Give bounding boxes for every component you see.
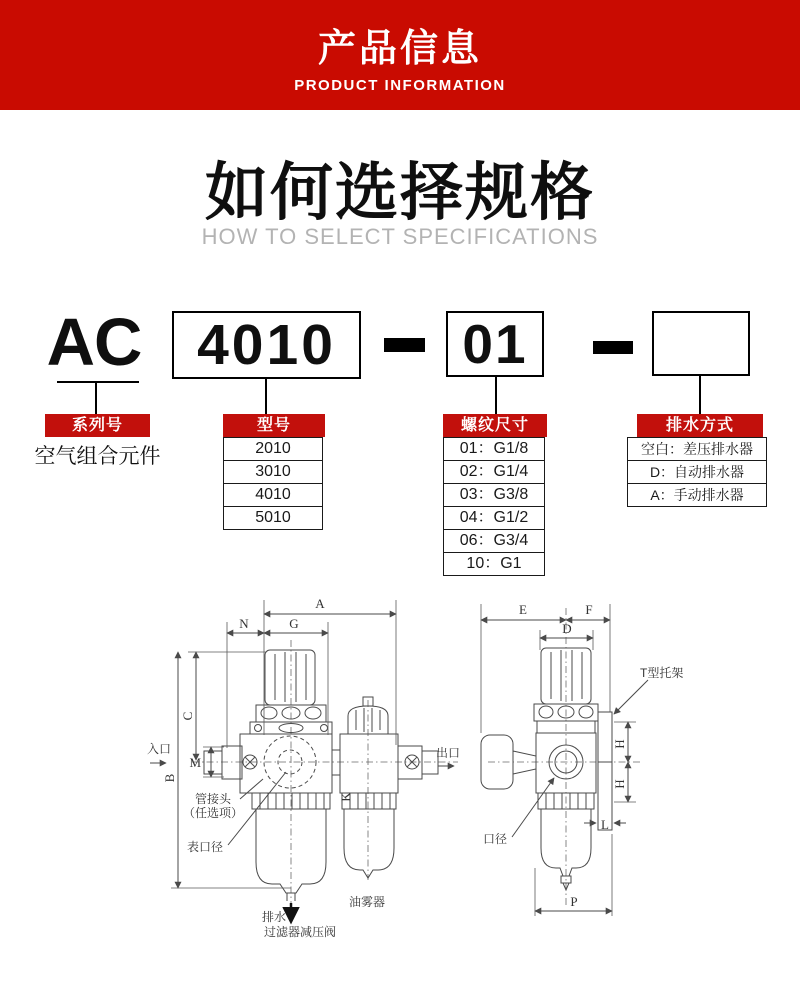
dash-separator (384, 338, 425, 352)
table-row: 10：G1 (443, 552, 545, 576)
page-title: 如何选择规格 (205, 158, 595, 228)
dim-label-h2: H (612, 779, 627, 789)
dimension-drawing (0, 588, 800, 984)
column-header-drain: 排水方式 (637, 414, 763, 437)
column-header-series: 系列号 (45, 414, 150, 437)
model-code-model-box: 4010 (172, 311, 361, 379)
model-code-drain-box (652, 311, 750, 376)
connector-line-series (95, 381, 97, 414)
dim-label-k: K (338, 792, 353, 802)
gauge-port-label: 表口径 (186, 840, 224, 854)
inlet-port-fitting (204, 746, 257, 779)
table-row: 空白：差压排水器 (627, 437, 767, 461)
outlet-port-fitting (398, 746, 438, 779)
dim-label-f: F (585, 602, 593, 617)
regulator-body (240, 734, 332, 793)
dim-label-p: P (570, 894, 578, 909)
table-row: A：手动排水器 (627, 483, 767, 507)
page-subtitle: HOW TO SELECT SPECIFICATIONS (201, 224, 599, 249)
table-row: 5010 (223, 506, 323, 530)
table-row: 01：G1/8 (443, 437, 545, 461)
dim-label-d: D (562, 621, 572, 636)
model-code-series: AC (46, 305, 142, 380)
dim-label-b: B (162, 773, 177, 783)
t-bracket (598, 712, 612, 830)
filter-valve-label: 过滤器减压阀 (264, 925, 337, 939)
bracket-label: T型托架 (640, 666, 684, 680)
thread-size-table (443, 437, 545, 576)
column-header-thread: 螺纹尺寸 (443, 414, 547, 437)
banner-title: 产品信息 (317, 28, 482, 70)
table-row: 02：G1/4 (443, 460, 545, 484)
drain-label: 排水 (261, 910, 286, 924)
table-row: 2010 (223, 437, 323, 461)
fitting-label-line1: 管接头 (194, 792, 232, 806)
port-size-label: 口径 (483, 832, 508, 846)
table-row: 03：G3/8 (443, 483, 545, 507)
model-code-thread-box: 01 (446, 311, 544, 377)
regulator-knob (265, 650, 315, 705)
connector-line-drain (699, 376, 701, 414)
inlet-label: 入口 (147, 742, 172, 756)
dim-label-a: A (315, 596, 325, 611)
outlet-label: 出口 (436, 746, 461, 760)
dim-label-c: C (180, 711, 195, 721)
table-row: 06：G3/4 (443, 529, 545, 553)
table-row: 04：G1/2 (443, 506, 545, 530)
drain-type-table (627, 437, 767, 507)
series-underline (57, 381, 139, 383)
table-row: 3010 (223, 460, 323, 484)
front-view-drawing (147, 596, 460, 939)
dim-label-l: L (601, 817, 609, 832)
table-row: D：自动排水器 (627, 460, 767, 484)
column-header-model: 型号 (223, 414, 325, 437)
lubricator-body (332, 697, 398, 793)
banner-subtitle: PRODUCT INFORMATION (294, 77, 506, 94)
dimension-line-l (584, 817, 626, 832)
dim-label-g: G (289, 616, 299, 631)
table-row: 4010 (223, 483, 323, 507)
lubricator-bowl (342, 793, 396, 878)
banner (0, 0, 800, 110)
dimension-line-p (535, 834, 612, 916)
model-table (223, 437, 323, 530)
connector-line-thread (495, 377, 497, 414)
series-name-value: 空气组合元件 (34, 445, 161, 468)
fitting-label-line2: （任选项） (182, 806, 244, 820)
connector-line-model (265, 379, 267, 414)
dash-separator (593, 341, 633, 354)
dim-label-h1: H (612, 739, 627, 749)
dim-label-e: E (519, 602, 527, 617)
dim-label-n: N (239, 616, 249, 631)
side-view-drawing (481, 602, 683, 916)
lubricator-label: 油雾器 (348, 895, 386, 909)
dim-label-m: M (189, 755, 201, 770)
